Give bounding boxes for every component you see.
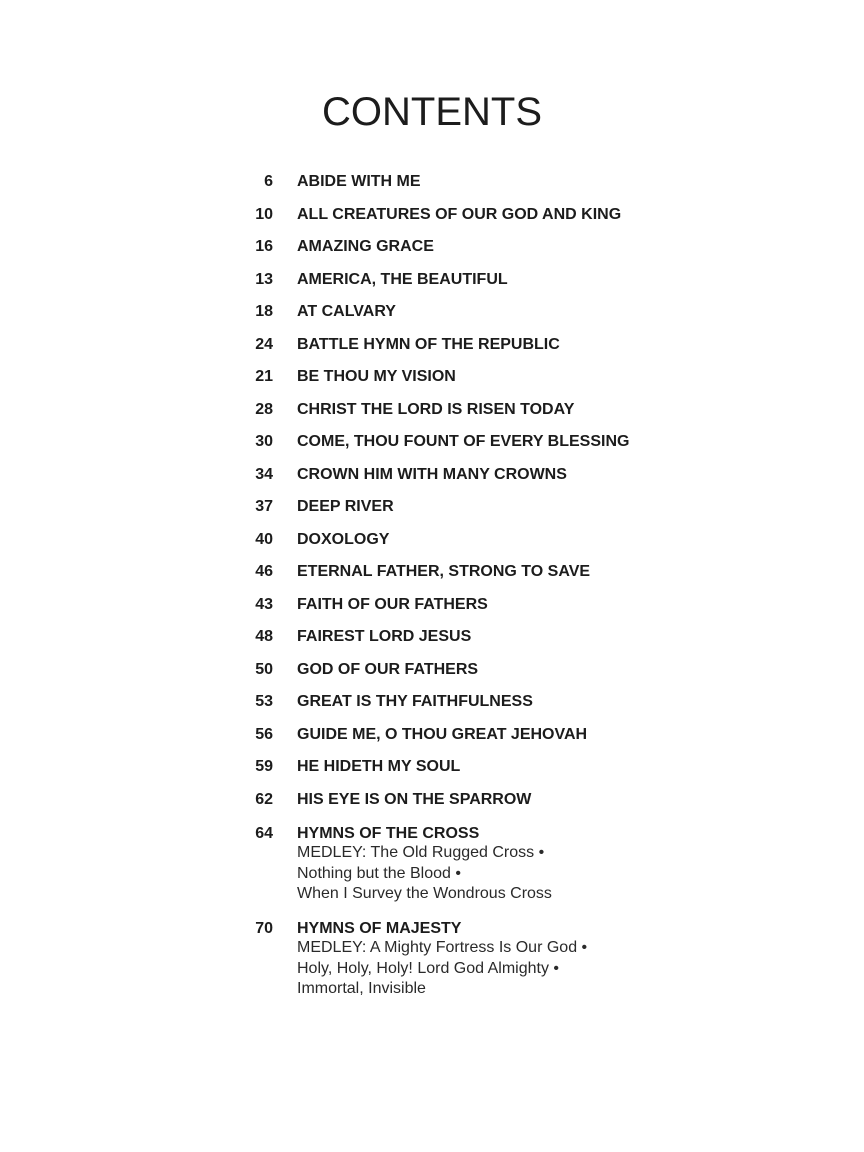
page-number: 48 — [255, 628, 273, 645]
toc-entry — [230, 786, 670, 819]
song-title: AMAZING GRACE — [297, 238, 434, 255]
medley-line: MEDLEY: The Old Rugged Cross • — [297, 844, 545, 861]
toc-entry — [230, 428, 670, 461]
page-number: 28 — [255, 400, 273, 418]
toc-entry — [230, 331, 670, 364]
medley-line: MEDLEY: A Mighty Fortress Is Our God • — [297, 939, 588, 956]
song-title: CROWN HIM WITH MANY CROWNS — [297, 465, 567, 483]
song-title: BE THOU MY VISION — [297, 368, 456, 385]
page-number: 21 — [255, 368, 273, 385]
page-number: 50 — [255, 660, 273, 678]
song-title: DOXOLOGY — [297, 530, 390, 548]
toc-entry — [230, 201, 670, 234]
song-title: HE HIDETH MY SOUL — [297, 758, 461, 775]
page-number: 34 — [255, 465, 273, 483]
toc-medley-entry — [230, 915, 670, 1000]
page-number: 24 — [255, 335, 273, 353]
song-title: BATTLE HYMN OF THE REPUBLIC — [297, 335, 560, 353]
song-title: FAITH OF OUR FATHERS — [297, 595, 488, 613]
page-number: 70 — [255, 920, 273, 937]
toc-entry — [230, 233, 670, 266]
page-number: 13 — [255, 270, 273, 288]
page-title: CONTENTS — [322, 90, 542, 134]
toc-entry — [230, 623, 670, 656]
song-title: ETERNAL FATHER, STRONG TO SAVE — [297, 563, 591, 580]
page-number: 64 — [255, 825, 273, 842]
song-title: HIS EYE IS ON THE SPARROW — [297, 790, 532, 808]
song-title: HYMNS OF MAJESTY — [297, 920, 462, 937]
toc-entry — [230, 656, 670, 689]
song-title: GREAT IS THY FAITHFULNESS — [297, 693, 533, 710]
page-number: 56 — [255, 725, 273, 743]
toc-entry — [230, 396, 670, 429]
page-number: 40 — [255, 530, 273, 548]
page-number: 37 — [255, 498, 273, 515]
page-number: 43 — [255, 595, 273, 613]
song-title: GOD OF OUR FATHERS — [297, 660, 479, 678]
toc-entry — [230, 168, 670, 201]
toc-entry — [230, 461, 670, 494]
toc-entry — [230, 721, 670, 754]
page-number: 16 — [255, 238, 273, 255]
song-title: DEEP RIVER — [297, 498, 394, 515]
song-title: ABIDE WITH ME — [297, 173, 421, 190]
toc-entry — [230, 688, 670, 721]
table-of-contents — [230, 168, 670, 1000]
song-title: COME, THOU FOUNT OF EVERY BLESSING — [297, 433, 630, 450]
medley-line: Nothing but the Blood • — [297, 864, 461, 882]
song-title: AT CALVARY — [297, 303, 396, 320]
toc-entry — [230, 558, 670, 591]
song-title: CHRIST THE LORD IS RISEN TODAY — [297, 400, 575, 418]
page-number: 6 — [264, 173, 273, 190]
page-number: 59 — [255, 758, 273, 775]
page-number: 53 — [255, 693, 273, 710]
toc-medley-entry — [230, 820, 670, 915]
toc-entry — [230, 363, 670, 396]
toc-entry — [230, 493, 670, 526]
song-title: AMERICA, THE BEAUTIFUL — [297, 270, 508, 288]
page-number: 30 — [255, 433, 273, 450]
toc-entry — [230, 591, 670, 624]
medley-line: Holy, Holy, Holy! Lord God Almighty • — [297, 959, 559, 977]
song-title: FAIREST LORD JESUS — [297, 628, 472, 645]
medley-line: When I Survey the Wondrous Cross — [297, 885, 552, 902]
page-number: 18 — [255, 303, 273, 320]
toc-entry — [230, 526, 670, 559]
song-title: ALL CREATURES OF OUR GOD AND KING — [297, 205, 622, 223]
page-number: 10 — [255, 205, 273, 223]
toc-entry — [230, 753, 670, 786]
song-title: GUIDE ME, O THOU GREAT JEHOVAH — [297, 725, 588, 743]
medley-line: Immortal, Invisible — [297, 980, 426, 997]
page-number: 46 — [255, 563, 273, 580]
toc-entry — [230, 298, 670, 331]
song-title: HYMNS OF THE CROSS — [297, 825, 480, 842]
page-number: 62 — [255, 790, 273, 808]
toc-entry — [230, 266, 670, 299]
